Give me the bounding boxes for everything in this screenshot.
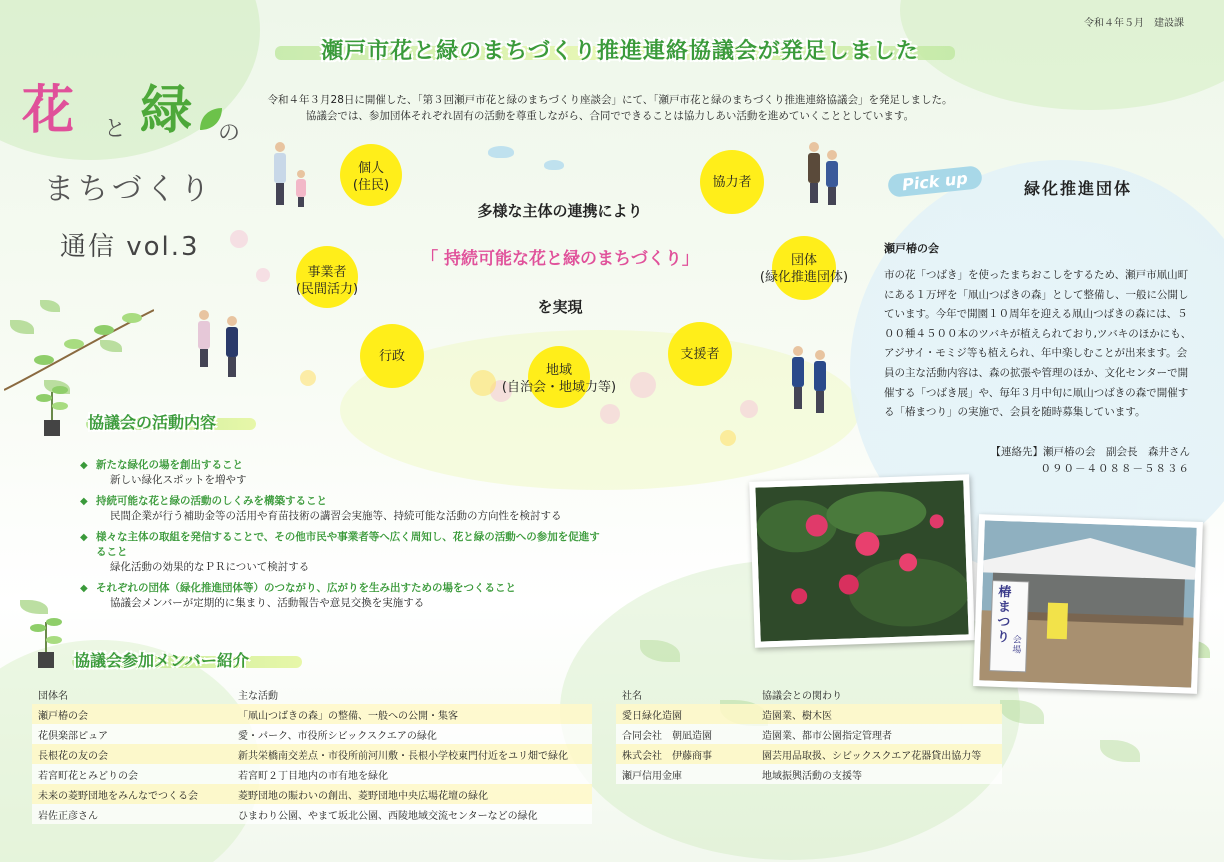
table-cell: 園芸用品取扱、シビックスクエア花器貸出協力等 [756, 744, 1002, 764]
activity-item [80, 458, 610, 488]
actor-label-group: 団体 (緑化推進団体) [759, 253, 849, 285]
table-cell: 造園業、樹木医 [756, 704, 1002, 724]
table-cell: 株式会社 伊藤商事 [616, 744, 756, 764]
activity-heading: ◆ 新たな緑化の場を創出すること [80, 458, 610, 473]
activity-heading: ◆ 持続可能な花と緑の活動のしくみを構築すること [80, 494, 610, 509]
masthead-to: と [104, 117, 127, 142]
person-illustration [808, 142, 820, 203]
page-headline: 瀬戸市花と緑のまちづくり推進連絡協議会が発足しました [321, 39, 919, 64]
person-illustration [226, 316, 238, 377]
table-row [32, 704, 592, 724]
table-cell: 菱野団地の賑わいの創出、菱野団地中央広場花壇の緑化 [232, 784, 592, 804]
column-header: 団体名 [38, 690, 68, 702]
table-header [616, 684, 1002, 704]
plant-pot-icon [30, 376, 74, 438]
intro-text [200, 92, 1020, 124]
actor-label-cooperator: 協力者 [712, 175, 752, 190]
table-cell: 地域振興活動の支援等 [756, 764, 1002, 784]
pickup-title: 緑化推進団体 [1024, 179, 1133, 198]
person-illustration [814, 350, 826, 413]
masthead-volume: 通信 vol.3 [60, 232, 200, 262]
table-cell: 瀬戸信用金庫 [616, 764, 756, 784]
person-illustration [826, 150, 838, 205]
activity-heading: ◆ 様々な主体の取組を発信することで、その他市民や事業者等へ広く周知し、花と緑の活動への参加を促進すること [80, 530, 610, 560]
actor-label-government: 行政 [378, 349, 405, 364]
plant-pot-icon [24, 608, 68, 670]
person-illustration [296, 170, 306, 207]
table-row [32, 724, 592, 744]
activity-item [80, 494, 610, 524]
actor-label-supporter: 支援者 [680, 347, 720, 362]
diagram-line-3: を実現 [537, 298, 583, 316]
table-cell: 岩佐正彦さん [32, 804, 232, 824]
person-illustration [792, 346, 804, 409]
leaf-icon [196, 104, 226, 134]
intro-line-2: 協議会では、参加団体それぞれ固有の活動を尊重しながら、合同でできることは協力しあい活動を進めていくこととしています。 [305, 110, 915, 122]
festival-photo [973, 514, 1203, 694]
table-cell: 長根花の友の会 [32, 744, 232, 764]
table-cell: 造園業、都市公園指定管理者 [756, 724, 1002, 744]
activities-list [80, 458, 610, 617]
activity-description: 民間企業が行う補助金等の活用や育苗技術の講習会実施等、持続可能な活動の方向性を検討する [110, 510, 562, 522]
pickup-body: 市の花「つばき」を使ったまちおこしをするため、瀬戸市凧山町にある１万坪を「凧山つばきの森」として整備し、一般に公開しています。今年で開園１０周年を迎える凧山つばきの森には、５００種４５００本のツバキが植えられており,ツバキのほかにも、アジサイ・モミジ等も植えられ、年中楽しむことが出来ます。会員の主な活動内容は、森の拡張や管理のほか、文化センターで開催する「つばき展」や、毎年３月中旬に凧山つばきの森で開催する「椿まつり」の実施で、会員を随時募集しています。 [884, 269, 1192, 419]
activity-item [80, 581, 610, 611]
masthead-hana: 花 [22, 80, 75, 141]
table-cell: 未来の菱野団地をみんなでつくる会 [32, 784, 232, 804]
festival-sign-text: 椿まつり [996, 584, 1012, 646]
contact-line-2: ０９０－４０８８－５８３６ [1040, 463, 1190, 475]
person-illustration [274, 142, 286, 205]
pickup-label: Pick up [887, 165, 983, 198]
table-row [616, 744, 1002, 764]
table-row [616, 704, 1002, 724]
leafy-branch-icon [4, 290, 154, 400]
activity-item [80, 530, 610, 575]
masthead-no: の [218, 121, 241, 146]
date-department: 令和４年５月 建設課 [1084, 18, 1184, 29]
bird-icon [544, 160, 564, 170]
table-row [616, 724, 1002, 744]
column-header: 協議会との関わり [762, 690, 842, 702]
member-groups-table [32, 684, 592, 824]
actor-label-community: 地域 (自治会・地域力等) [501, 363, 617, 395]
table-row [32, 764, 592, 784]
activity-description: 協議会メンバーが定期的に集まり、活動報告や意見交換を実施する [110, 597, 425, 609]
activity-heading: ◆ それぞれの団体（緑化推進団体等）のつながり、広がりを生み出すための場をつくること [80, 581, 610, 596]
pickup-org-name: 瀬戸椿の会 [884, 242, 939, 255]
table-row [616, 764, 1002, 784]
member-companies-table [616, 684, 1002, 784]
masthead-machizukuri: まちづくり [44, 172, 214, 207]
actor-label-business: 事業者 (民間活力) [295, 265, 359, 297]
table-cell: 若宮町花とみどりの会 [32, 764, 232, 784]
table-cell: 合同会社 朝凪造園 [616, 724, 756, 744]
diagram-line-2: 「 持続可能な花と緑のまちづくり」 [421, 249, 699, 269]
activity-description: 緑化活動の効果的なＰＲについて検討する [110, 561, 310, 573]
camellia-photo [749, 474, 975, 648]
table-cell: 新共栄橋南交差点・市役所前河川敷・長根小学校東門付近をユリ畑で緑化 [232, 744, 592, 764]
intro-line-1: 令和４年３月28日に開催した、「第３回瀬戸市花と緑のまちづくり座談会」にて、「瀬戸市花と緑のまちづくり推進連絡協議会」を発足しました。 [267, 94, 953, 106]
person-illustration [198, 310, 210, 367]
pickup-contact [940, 444, 1190, 478]
table-cell: 瀬戸椿の会 [32, 704, 232, 724]
table-cell: 愛日緑化造園 [616, 704, 756, 724]
diagram-line-1: 多様な主体の連携により [477, 202, 643, 220]
members-title: 協議会参加メンバー紹介 [74, 651, 249, 670]
column-header: 社名 [622, 690, 642, 702]
table-header [32, 684, 592, 704]
table-row [32, 804, 592, 824]
actor-label-individual: 個人 (住民) [352, 161, 390, 193]
masthead-midori: 緑 [140, 80, 193, 141]
activity-description: 新しい緑化スポットを増やす [110, 474, 247, 486]
festival-sign-subtext: 会場 [1012, 635, 1022, 656]
table-cell: 若宮町２丁目地内の市有地を緑化 [232, 764, 592, 784]
table-cell: 「凧山つばきの森」の整備、一般への公開・集客 [232, 704, 592, 724]
table-cell: 花倶楽部ピュア [32, 724, 232, 744]
bird-icon [488, 146, 514, 158]
table-row [32, 744, 592, 764]
table-cell: ひまわり公園、やまて坂北公園、西陵地域交流センターなどの緑化 [232, 804, 592, 824]
table-row [32, 784, 592, 804]
camellia-image [755, 480, 968, 641]
activities-title: 協議会の活動内容 [88, 413, 217, 432]
contact-line-1: 【連絡先】瀬戸椿の会 副会長 森井さん [990, 446, 1190, 458]
column-header: 主な活動 [238, 690, 278, 702]
table-cell: 愛・パーク、市役所シビックスクエアの緑化 [232, 724, 592, 744]
